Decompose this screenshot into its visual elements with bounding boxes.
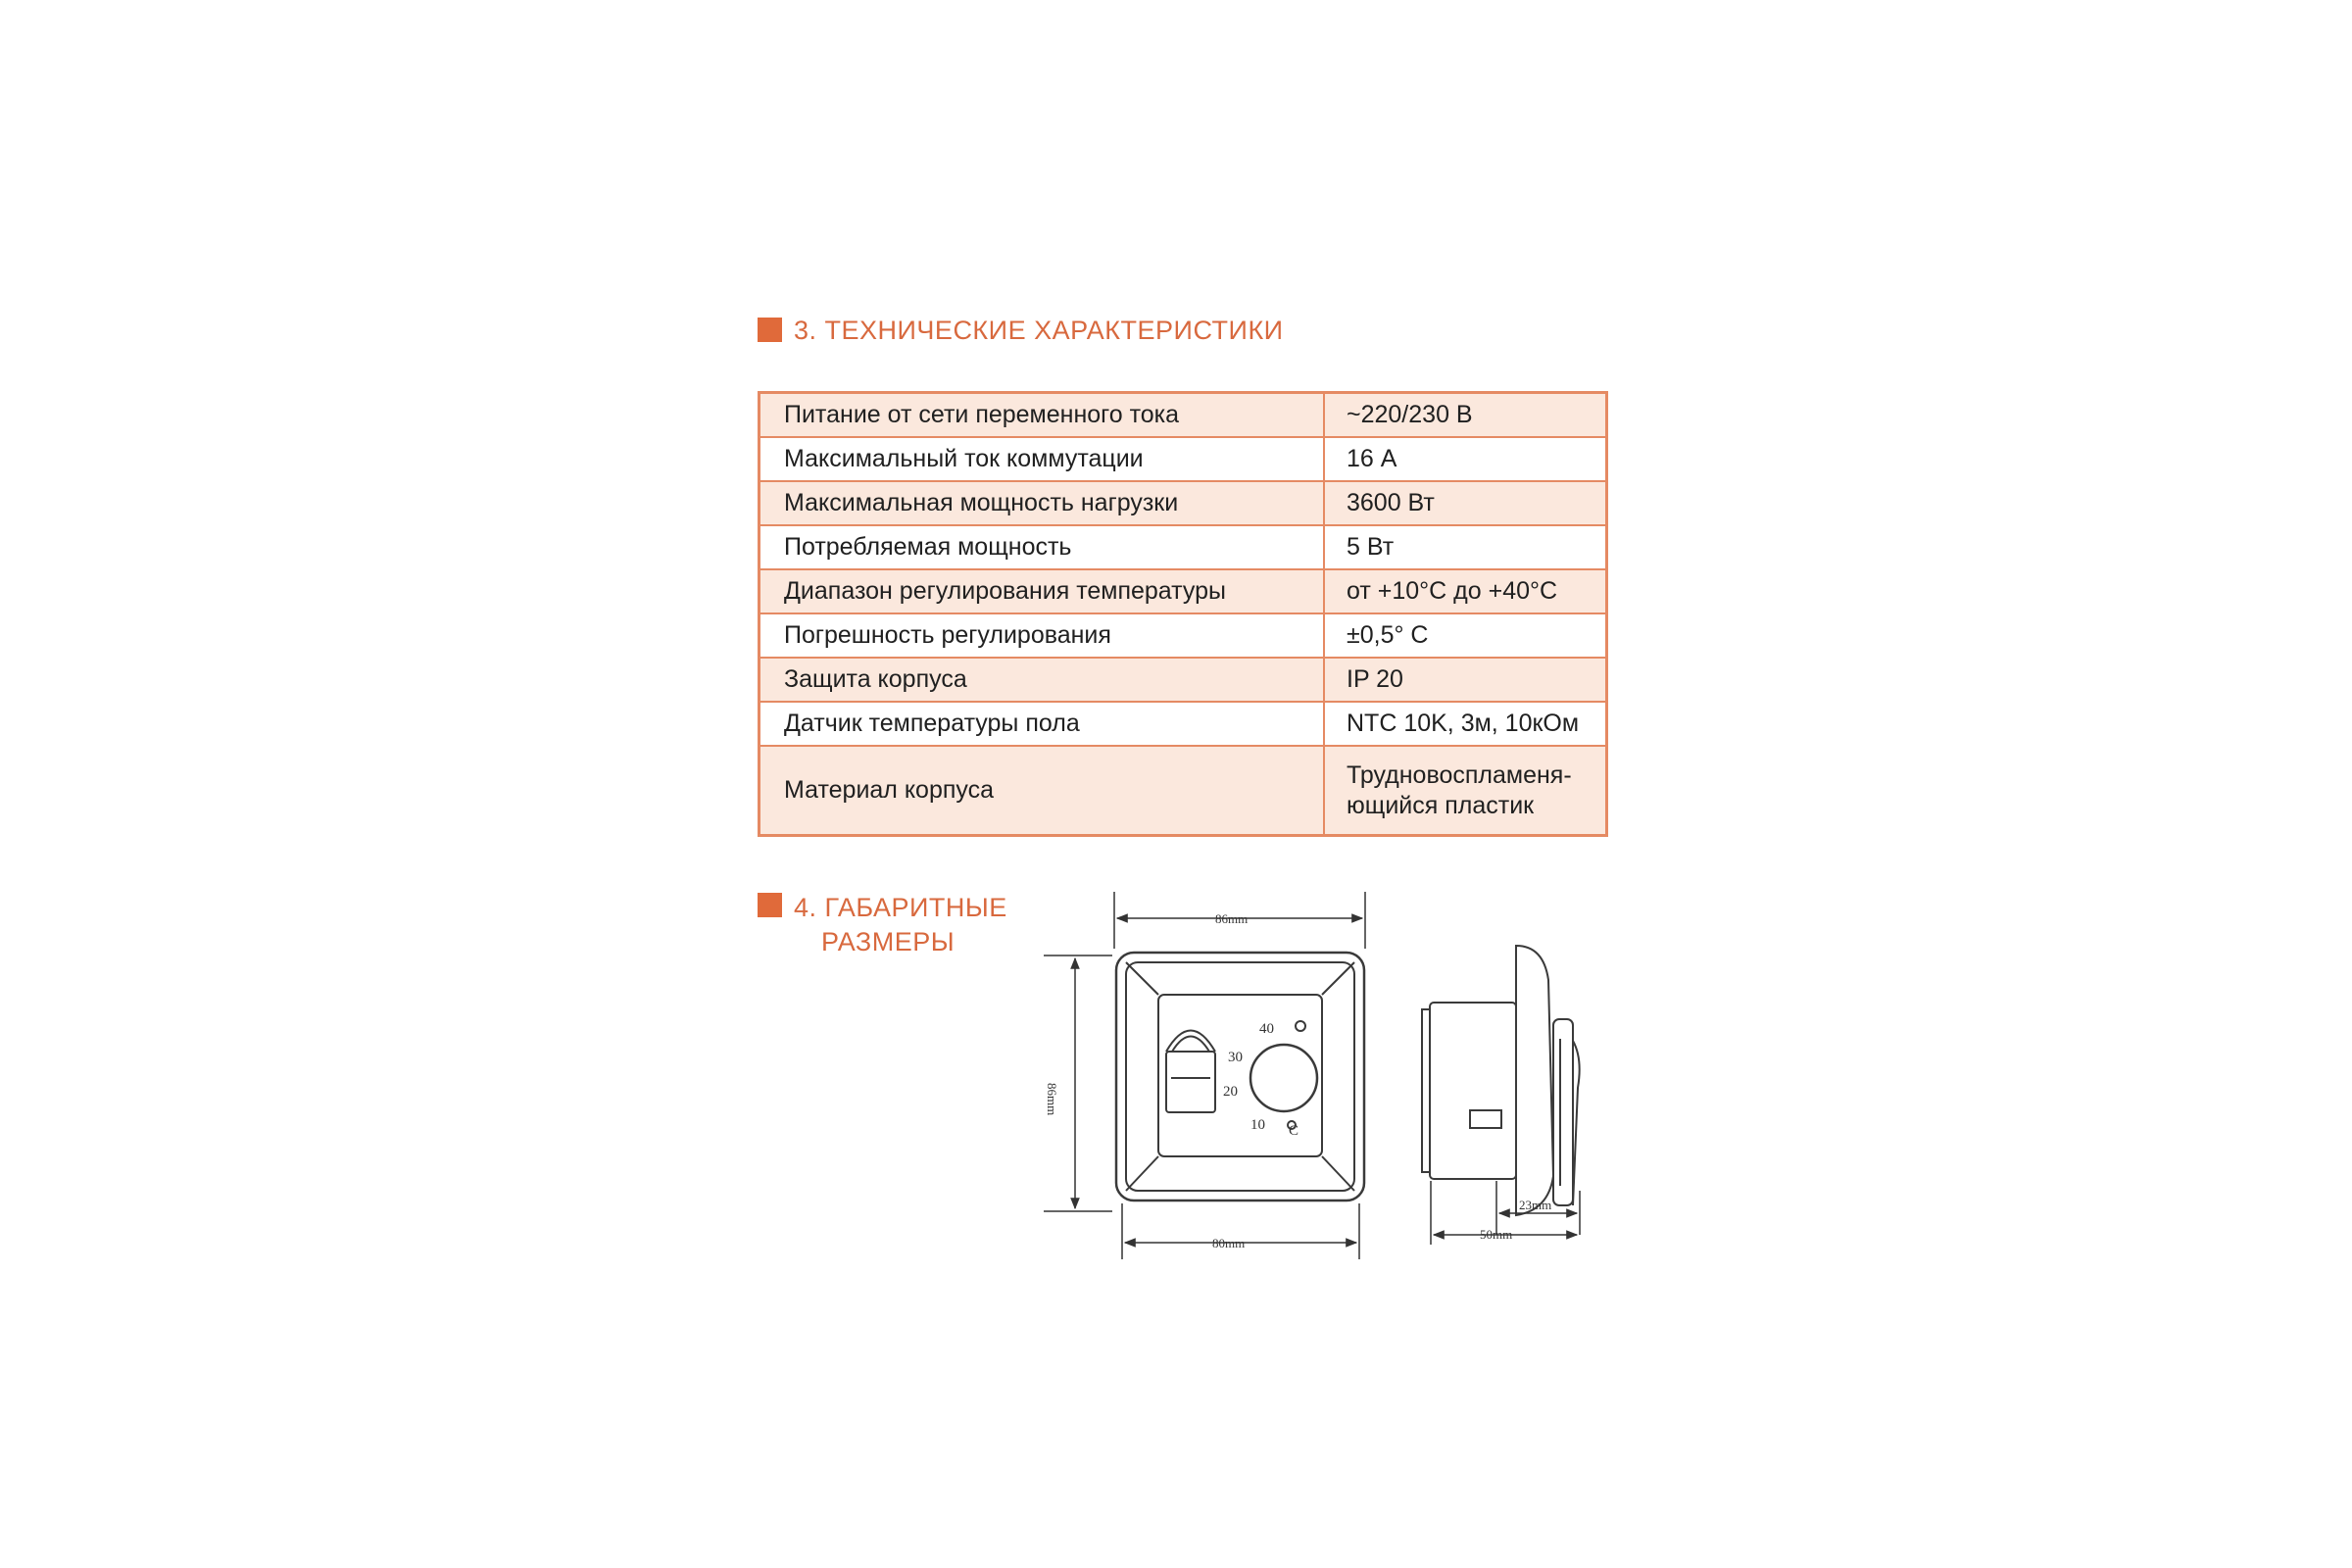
dial-label-30: 30	[1228, 1050, 1243, 1065]
param-cell: Максимальный ток коммутации	[760, 437, 1325, 481]
value-cell: 5 Вт	[1324, 525, 1607, 569]
dim-label-bottom: 80mm	[1212, 1236, 1246, 1250]
dial-label-40: 40	[1259, 1021, 1274, 1037]
param-cell: Защита корпуса	[760, 658, 1325, 702]
param-cell: Питание от сети переменного тока	[760, 393, 1325, 438]
side-view	[1422, 946, 1580, 1215]
value-cell: IP 20	[1324, 658, 1607, 702]
front-view	[1116, 953, 1364, 1200]
param-cell: Диапазон регулирования температуры	[760, 569, 1325, 613]
param-cell: Погрешность регулирования	[760, 613, 1325, 658]
section-4-title-line1: 4. ГАБАРИТНЫЕ	[794, 893, 1007, 922]
value-cell: от +10°С до +40°С	[1324, 569, 1607, 613]
param-cell: Датчик температуры пола	[760, 702, 1325, 746]
dim-label-left: 86mm	[1045, 1083, 1059, 1116]
dim-label-depth: 23mm	[1519, 1198, 1552, 1212]
dial-unit-label: C	[1289, 1123, 1299, 1139]
param-cell: Материал корпуса	[760, 746, 1325, 836]
value-cell: NTC 10K, 3м, 10кОм	[1324, 702, 1607, 746]
dial-label-20: 20	[1223, 1084, 1238, 1100]
section-3-title: 3. ТЕХНИЧЕСКИЕ ХАРАКТЕРИСТИКИ	[794, 316, 1284, 345]
param-cell: Максимальная мощность нагрузки	[760, 481, 1325, 525]
dial-scale	[1223, 1021, 1298, 1139]
dim-label-top: 86mm	[1215, 911, 1249, 926]
param-cell: Потребляемая мощность	[760, 525, 1325, 569]
dim-label-side: 50mm	[1480, 1227, 1513, 1242]
section-4-title-line2: РАЗМЕРЫ	[821, 927, 956, 956]
value-cell: Трудновоспламеня- ющийся пластик	[1324, 746, 1607, 836]
value-cell: ±0,5° С	[1324, 613, 1607, 658]
value-cell: ~220/230 В	[1324, 393, 1607, 438]
value-cell: 3600 Вт	[1324, 481, 1607, 525]
dial-label-10: 10	[1250, 1117, 1265, 1133]
value-cell: 16 А	[1324, 437, 1607, 481]
